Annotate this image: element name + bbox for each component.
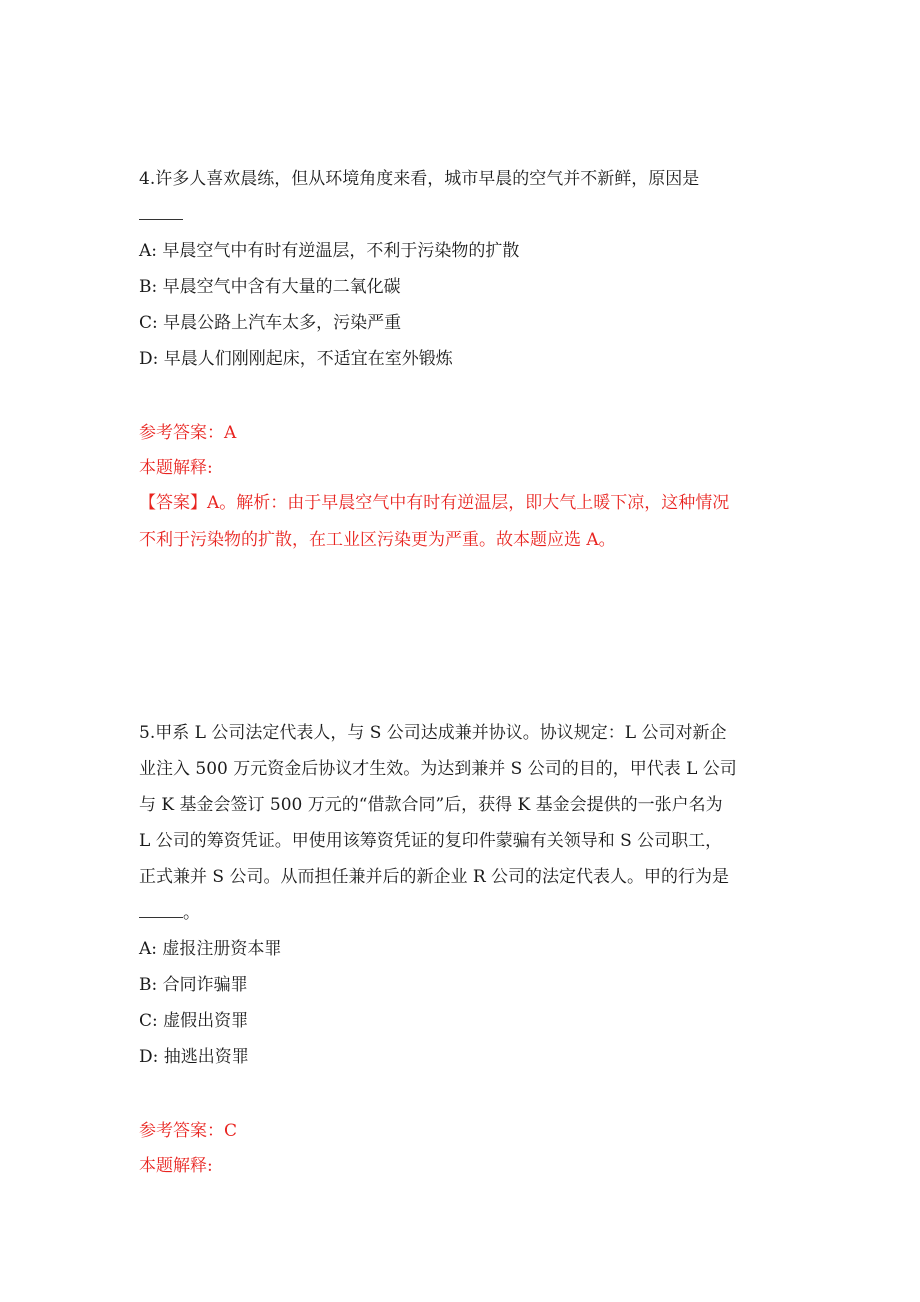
- q4-stem-line-1: 4.许多人喜欢晨练，但从环境角度来看，城市早晨的空气并不新鲜，原因是: [139, 169, 700, 189]
- q5-option-a: A: 虚报注册资本罪: [139, 939, 282, 959]
- q5-stem-tail: 。: [183, 903, 200, 923]
- q5-explanation-label: 本题解释:: [139, 1156, 213, 1176]
- q5-stem-line-1: 5.甲系 L 公司法定代表人，与 S 公司达成兼并协议。协议规定：L 公司对新企: [139, 723, 727, 743]
- q4-option-c: C: 早晨公路上汽车太多，污染严重: [139, 313, 402, 333]
- q5-stem-line-3: 与 K 基金会签订 500 万元的“借款合同”后，获得 K 基金会提供的一张户名为: [139, 795, 723, 815]
- q4-stem-blank-line: [139, 204, 183, 226]
- q5-option-c: C: 虚假出资罪: [139, 1011, 249, 1031]
- q4-option-d: D: 早晨人们刚刚起床，不适宜在室外锻炼: [139, 349, 453, 369]
- q4-explanation-label: 本题解释:: [139, 458, 213, 478]
- q5-option-d: D: 抽逃出资罪: [139, 1047, 249, 1067]
- q5-reference-answer: 参考答案：C: [139, 1121, 238, 1141]
- q4-reference-answer: 参考答案：A: [139, 423, 237, 443]
- q4-explanation-line-1: 【答案】A。解析：由于早晨空气中有时有逆温层，即大气上暖下凉，这种情况: [139, 493, 730, 513]
- answer-blank: [139, 207, 183, 220]
- q5-stem-line-5: 正式兼并 S 公司。从而担任兼并后的新企业 R 公司的法定代表人。甲的行为是: [139, 867, 730, 887]
- answer-blank: [139, 905, 183, 918]
- q4-explanation-line-2: 不利于污染物的扩散，在工业区污染更为严重。故本题应选 A。: [139, 530, 616, 550]
- q5-stem-line-4: L 公司的筹资凭证。甲使用该筹资凭证的复印件蒙骗有关领导和 S 公司职工，: [139, 831, 723, 851]
- q4-option-a: A: 早晨空气中有时有逆温层，不利于污染物的扩散: [139, 241, 520, 261]
- q5-stem-blank-line: [139, 902, 200, 924]
- q5-stem-line-2: 业注入 500 万元资金后协议才生效。为达到兼并 S 公司的目的，甲代表 L 公司: [139, 759, 737, 779]
- q5-option-b: B: 合同诈骗罪: [139, 975, 248, 995]
- q4-option-b: B: 早晨空气中含有大量的二氧化碳: [139, 277, 401, 297]
